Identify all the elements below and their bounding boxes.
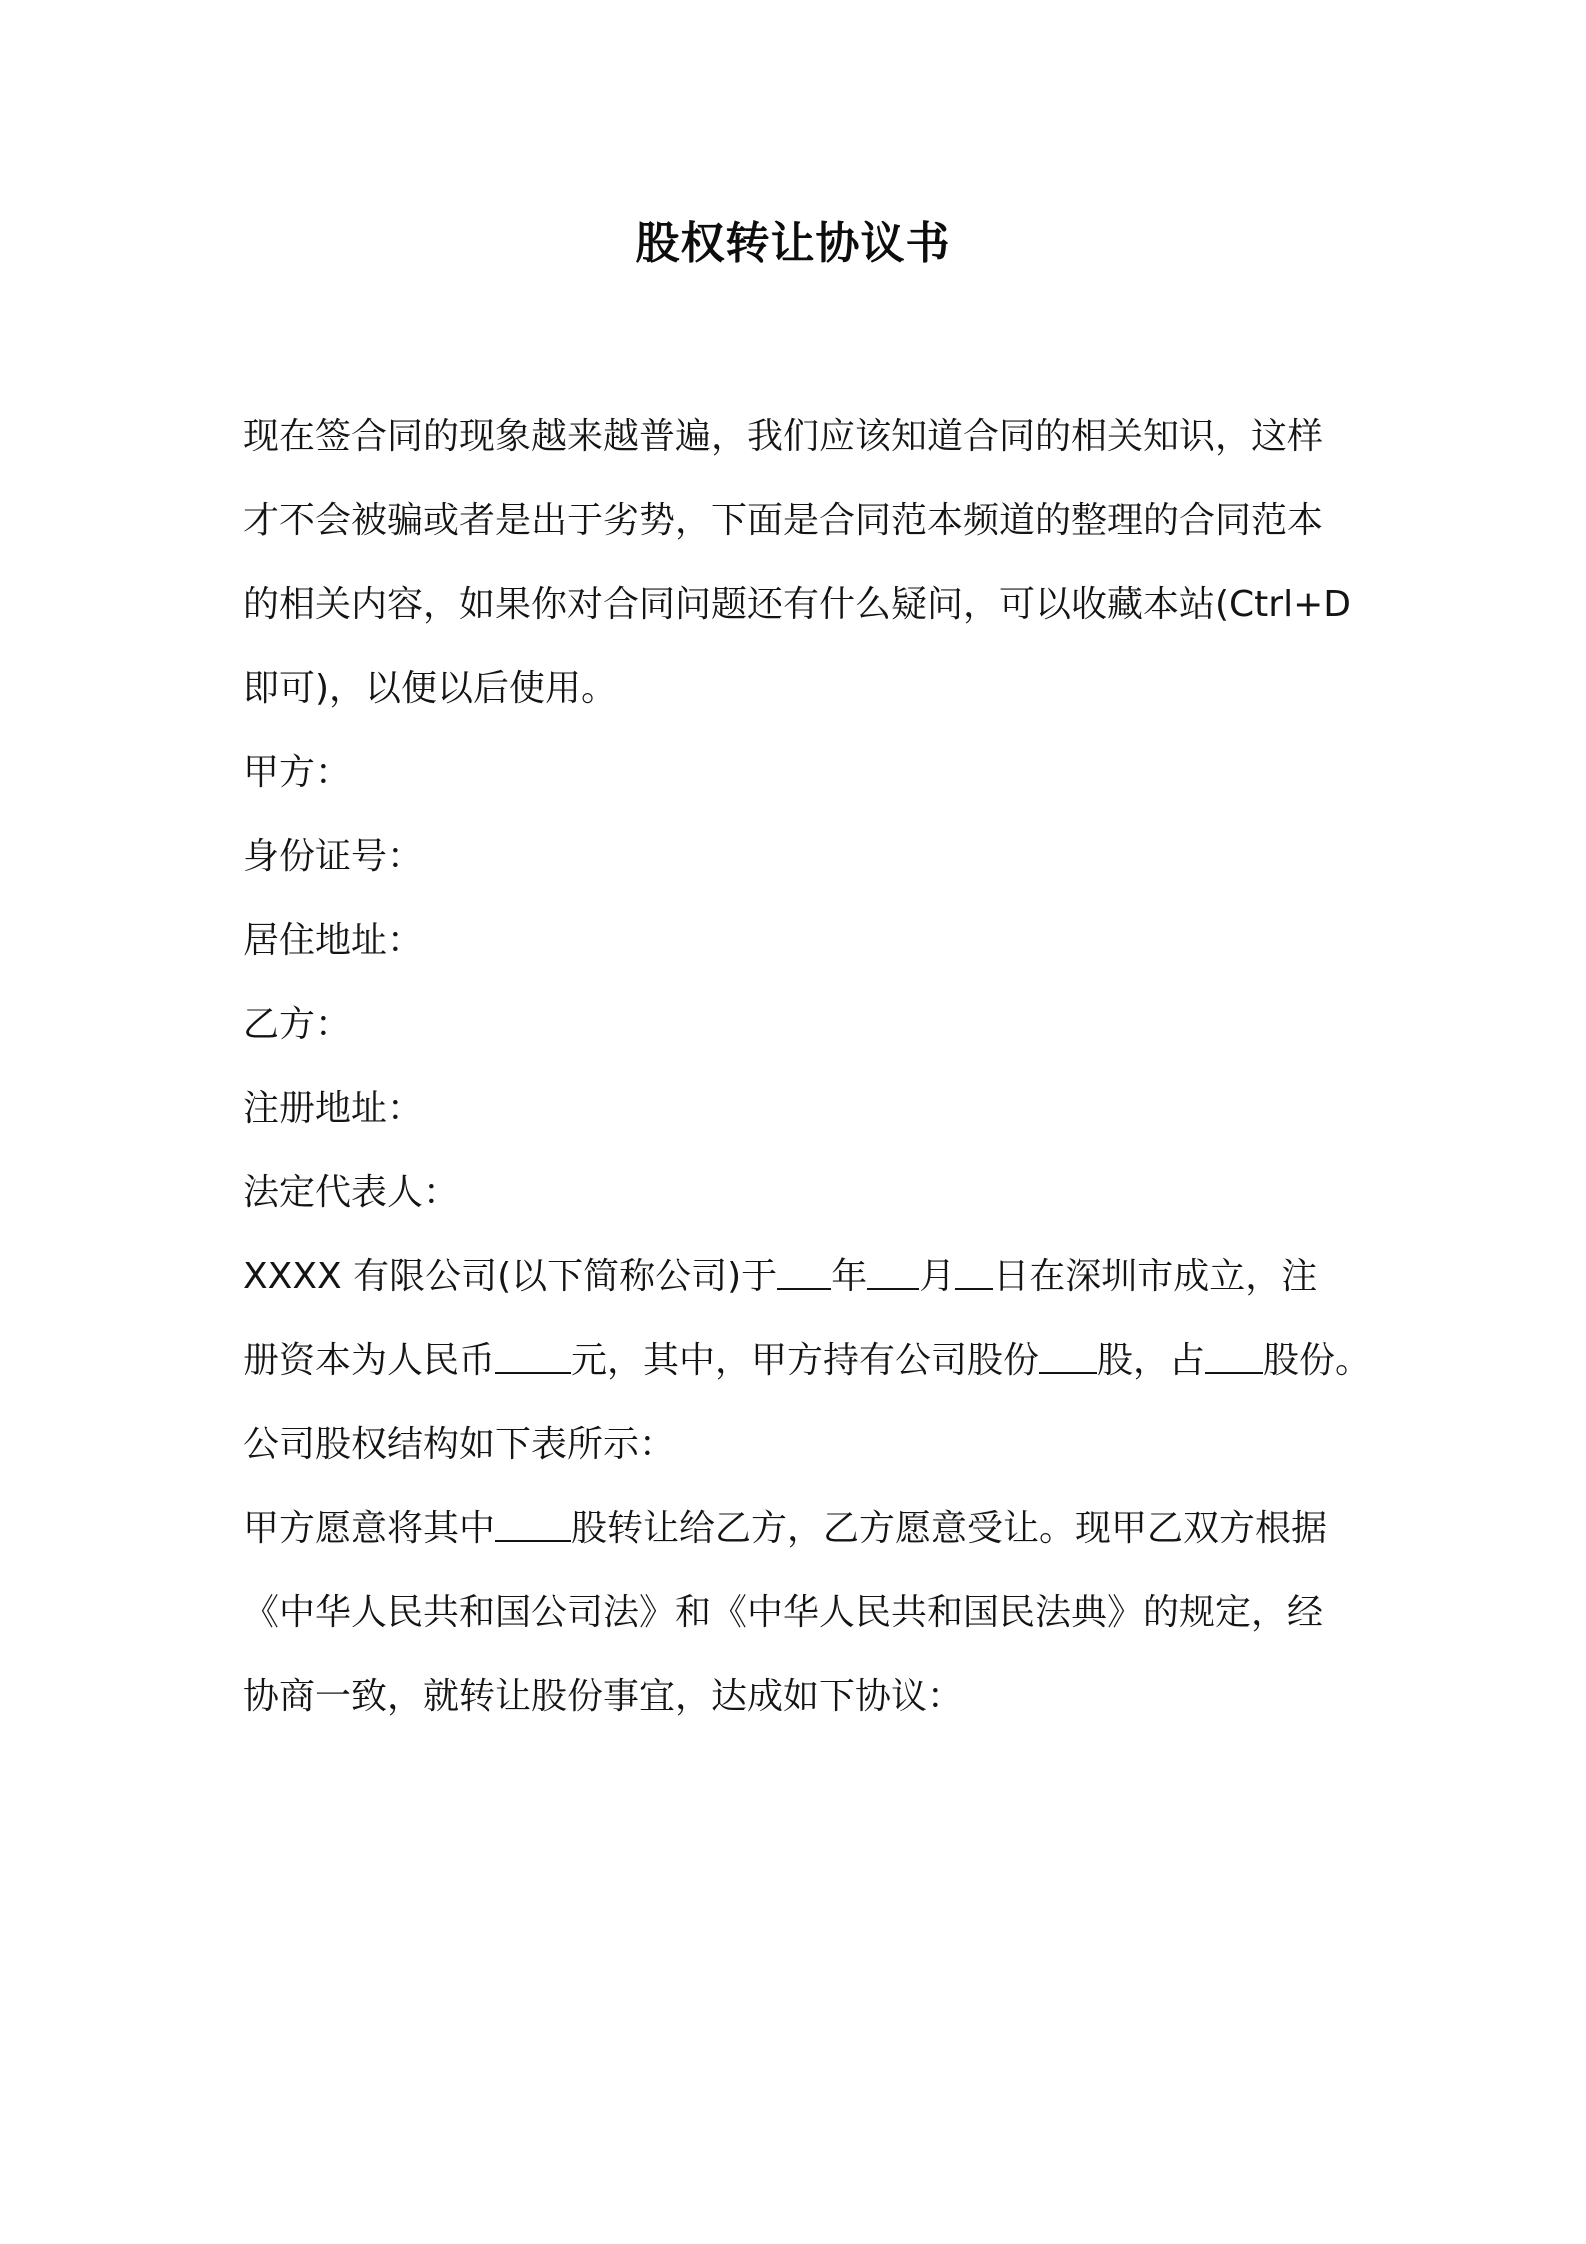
share-count-blank [1039,1336,1097,1374]
company-info-line-2 [243,1336,1372,1386]
transfer-intent-text: 甲方愿意将其中 [243,1508,496,1549]
transfer-line-2: 《中华人民共和国公司法》和《中华人民共和国民法典》的规定，经 [243,1592,1324,1633]
intro-line-1: 现在签合同的现象越来越普遍，我们应该知道合同的相关知识，这样 [243,416,1324,457]
intro-line-3: 的相关内容，如果你对合同问题还有什么疑问，可以收藏本站(Ctrl+D [243,584,1351,625]
day-blank [955,1252,993,1290]
legal-representative-label: 法定代表人： [243,1172,460,1213]
transfer-shares-blank [495,1504,571,1542]
intro-line-4: 即可)，以便以后使用。 [243,668,618,709]
id-number-label: 身份证号： [243,836,424,877]
month-blank [867,1252,919,1290]
residence-address-label: 居住地址： [243,920,424,961]
share-ratio-text: 股，占 [1097,1340,1206,1381]
year-blank [777,1252,831,1290]
year-label: 年 [831,1256,868,1297]
party-a-label: 甲方： [243,752,352,793]
company-establishment-text: XXXX 有限公司(以下简称公司)于 [243,1256,778,1297]
share-suffix-text: 股份。 [1263,1340,1372,1381]
party-a-holding-text: 元，其中，甲方持有公司股份 [571,1340,1040,1381]
transfer-line-3: 协商一致，就转让股份事宜，达成如下协议： [243,1676,964,1717]
company-info-line-1 [243,1252,1363,1302]
equity-structure-line: 公司股权结构如下表所示： [243,1424,676,1465]
document-title: 股权转让协议书 [635,218,951,269]
intro-line-2: 才不会被骗或者是出于劣势，下面是合同范本频道的整理的合同范本 [243,500,1324,541]
registered-capital-text: 册资本为人民币 [243,1340,496,1381]
establishment-place-text: 日在深圳市成立，注 [993,1256,1318,1297]
registered-address-label: 注册地址： [243,1088,424,1129]
capital-amount-blank [495,1336,571,1374]
party-b-label: 乙方： [243,1004,352,1045]
transfer-agreement-text: 股转让给乙方，乙方愿意受让。现甲乙双方根据 [571,1508,1328,1549]
transfer-line-1 [243,1504,1363,1554]
share-ratio-blank [1205,1336,1263,1374]
month-label: 月 [919,1256,956,1297]
